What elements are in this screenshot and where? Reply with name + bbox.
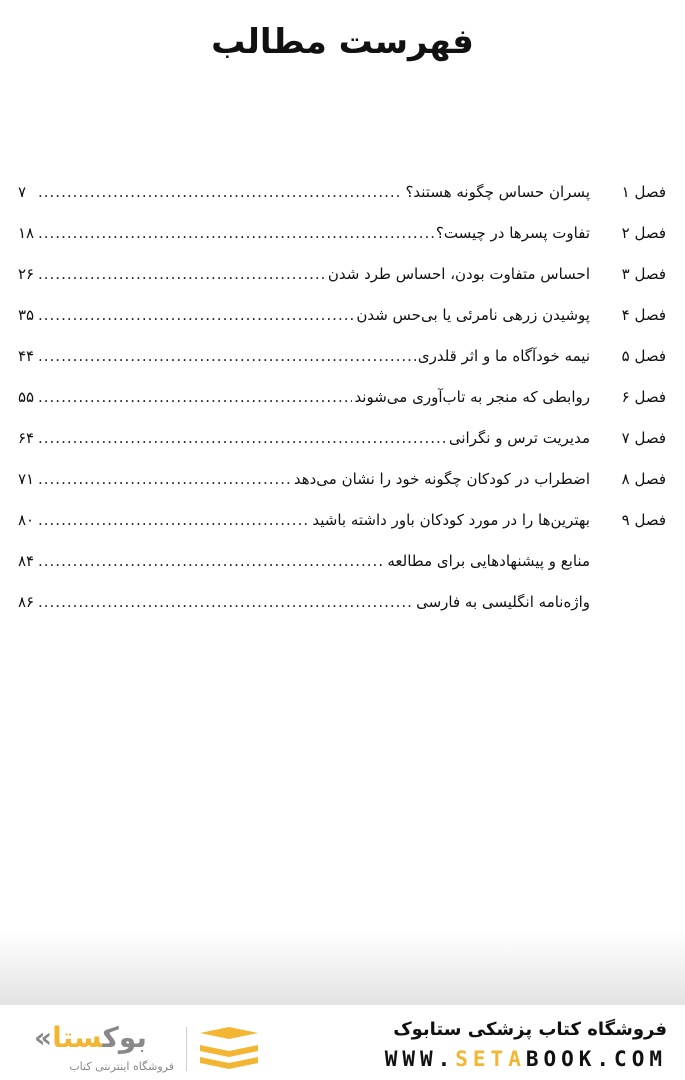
toc-entry[interactable] — [18, 500, 666, 541]
chapter-label: فصل ۶ — [621, 388, 666, 406]
table-of-contents — [18, 172, 666, 623]
page-number: ۶۴ — [18, 429, 35, 447]
page-number: ۱۸ — [18, 224, 35, 242]
logo-divider — [186, 1027, 187, 1071]
dot-leader — [38, 254, 326, 295]
page-number: ۲۶ — [18, 265, 35, 283]
chapter-label: فصل ۱ — [621, 183, 666, 201]
dot-leader — [38, 418, 447, 459]
page-number: ۷۱ — [18, 470, 35, 488]
dot-leader — [38, 172, 403, 213]
toc-entry[interactable] — [18, 377, 666, 418]
chapter-label: فصل ۳ — [621, 265, 666, 283]
chapter-label: فصل ۲ — [621, 224, 666, 242]
logo-subtitle: فروشگاه اینترنتی کتاب — [69, 1060, 174, 1073]
page-number: ۴۴ — [18, 347, 35, 365]
store-name: فروشگاه کتاب پزشکی ستابوک — [393, 1019, 667, 1040]
toc-entry[interactable] — [18, 582, 666, 623]
page-number: ۸۴ — [18, 552, 35, 570]
footer-banner — [0, 1005, 685, 1080]
book-stack-logo-icon — [196, 1025, 262, 1073]
entry-title: واژه‌نامه انگلیسی به فارسی — [416, 593, 590, 611]
store-url[interactable]: WWW.SETABOOK.COM — [384, 1047, 667, 1071]
dot-leader — [38, 582, 414, 623]
entry-title: تفاوت پسرها در چیست؟ — [435, 224, 590, 242]
toc-entry[interactable] — [18, 295, 666, 336]
entry-title: مدیریت ترس و نگرانی — [448, 429, 590, 447]
page-title: فهرست مطالب — [211, 22, 474, 62]
toc-entry[interactable] — [18, 541, 666, 582]
chapter-label: فصل ۷ — [621, 429, 666, 447]
dot-leader — [38, 377, 352, 418]
page-number: ۵۵ — [18, 388, 35, 406]
entry-title: روابطی که منجر به تاب‌آوری می‌شوند — [354, 388, 590, 406]
toc-entry[interactable] — [18, 336, 666, 377]
dot-leader — [38, 336, 416, 377]
toc-entry[interactable] — [18, 254, 666, 295]
dot-leader — [38, 213, 434, 254]
entry-title: منابع و پیشنهادهایی برای مطالعه — [387, 552, 590, 570]
entry-title: احساس متفاوت بودن، احساس طرد شدن — [327, 265, 590, 283]
setabook-logo: « بوکستا — [34, 1021, 147, 1054]
toc-entry[interactable] — [18, 459, 666, 500]
chapter-label: فصل ۴ — [621, 306, 666, 324]
page-number: ۳۵ — [18, 306, 35, 324]
dot-leader — [38, 541, 385, 582]
dot-leader — [38, 295, 354, 336]
page-number: ۸۰ — [18, 511, 35, 529]
dot-leader — [38, 459, 292, 500]
chapter-label: فصل ۹ — [621, 511, 666, 529]
page-number: ۷ — [18, 183, 27, 201]
chapter-label: فصل ۸ — [621, 470, 666, 488]
entry-title: بهترین‌ها را در مورد کودکان باور داشته باشید — [312, 511, 590, 529]
entry-title: اضطراب در کودکان چگونه خود را نشان می‌دهد — [293, 470, 590, 488]
toc-entry[interactable] — [18, 172, 666, 213]
toc-entry[interactable] — [18, 213, 666, 254]
toc-entry[interactable] — [18, 418, 666, 459]
page-number: ۸۶ — [18, 593, 35, 611]
entry-title: پسران حساس چگونه هستند؟ — [405, 183, 590, 201]
dot-leader — [38, 500, 310, 541]
entry-title: نیمه خودآگاه ما و اثر قلدری — [417, 347, 590, 365]
chapter-label: فصل ۵ — [621, 347, 666, 365]
footer-shadow — [0, 930, 685, 1005]
entry-title: پوشیدن زرهی نامرئی یا بی‌حس شدن — [356, 306, 590, 324]
